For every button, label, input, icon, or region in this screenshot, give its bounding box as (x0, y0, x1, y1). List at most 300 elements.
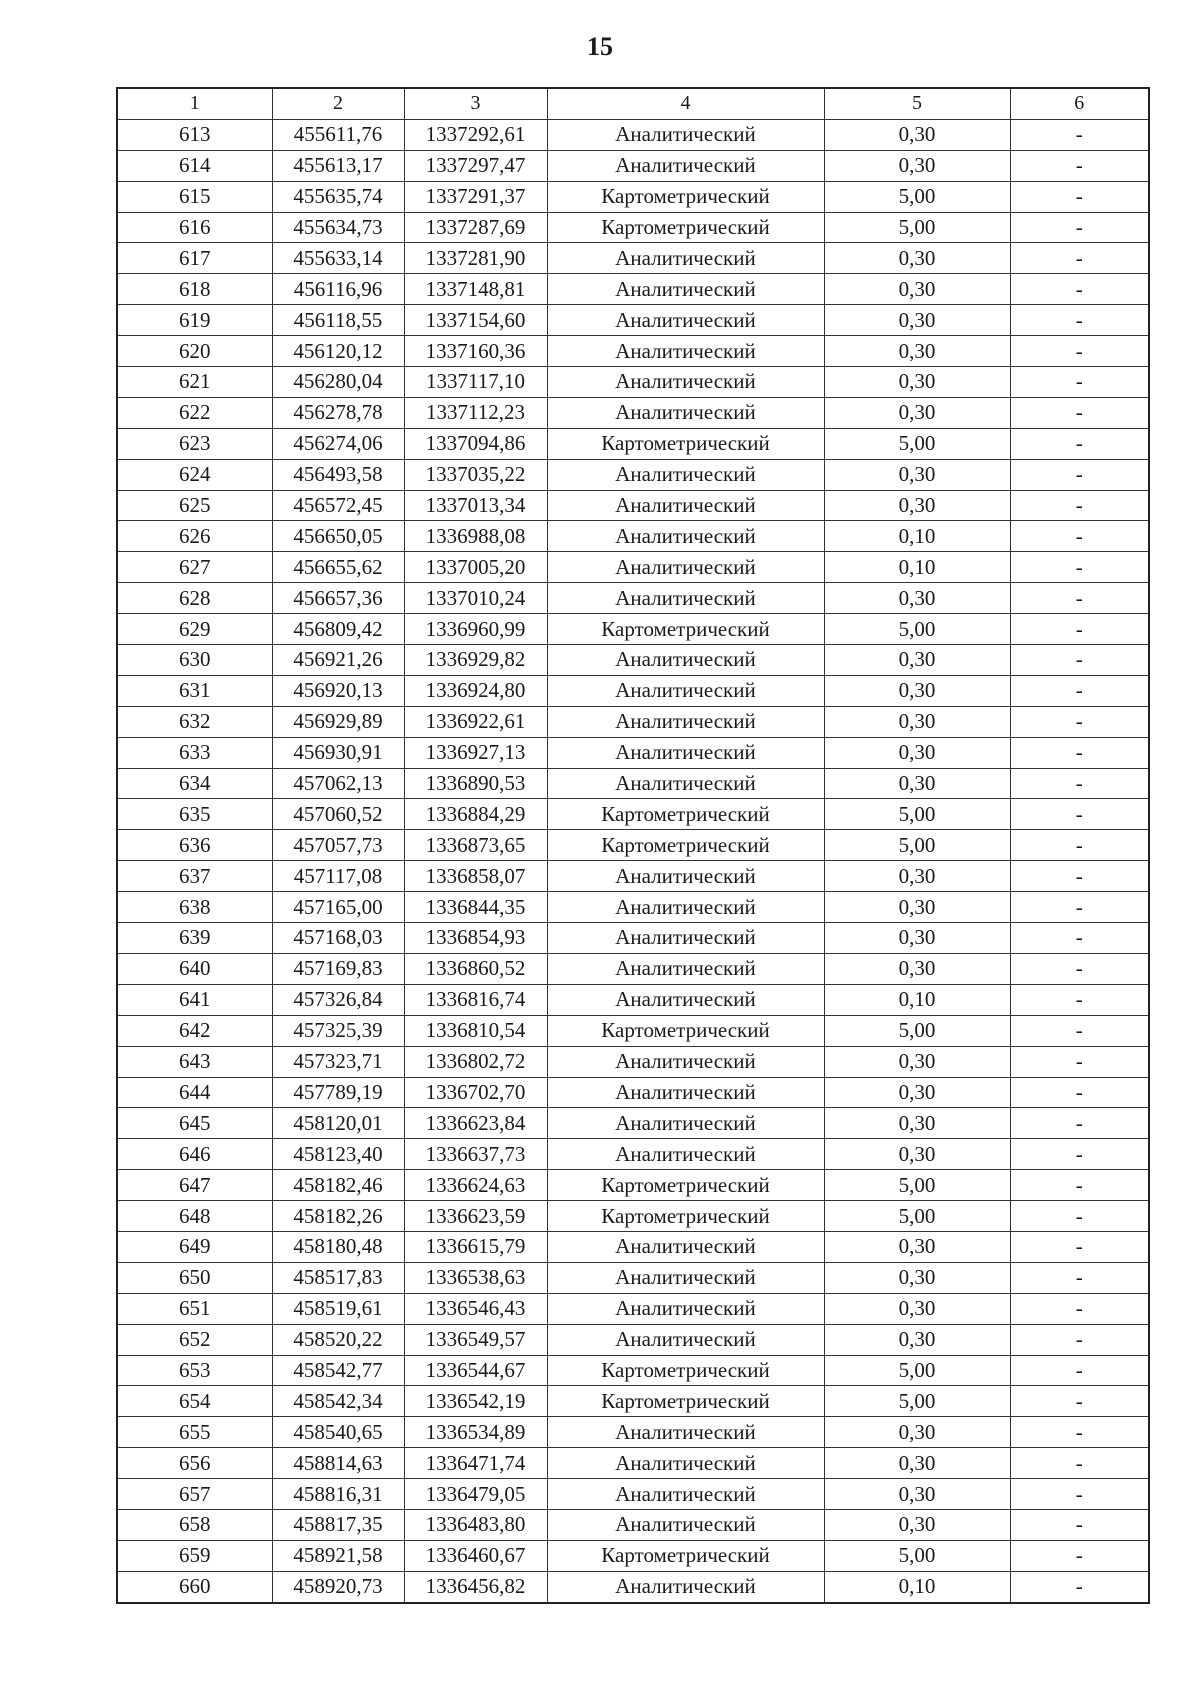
y-coordinate-cell: 1336873,65 (404, 830, 547, 861)
y-coordinate-cell: 1336456,82 (404, 1571, 547, 1602)
method-cell: Картометрический (547, 428, 824, 459)
x-coordinate-cell: 457060,52 (272, 799, 404, 830)
table-row (117, 1386, 1149, 1417)
x-coordinate-cell: 456920,13 (272, 675, 404, 706)
x-coordinate-cell: 458180,48 (272, 1231, 404, 1262)
y-coordinate-cell: 1337005,20 (404, 552, 547, 583)
column-header-1: 1 (117, 88, 272, 119)
method-cell: Аналитический (547, 1108, 824, 1139)
accuracy-cell: 0,30 (824, 1479, 1010, 1510)
y-coordinate-cell: 1336624,63 (404, 1170, 547, 1201)
x-coordinate-cell: 457165,00 (272, 892, 404, 923)
note-cell: - (1010, 1571, 1149, 1602)
table-row (117, 799, 1149, 830)
note-cell: - (1010, 367, 1149, 398)
accuracy-cell: 5,00 (824, 1015, 1010, 1046)
method-cell: Аналитический (547, 861, 824, 892)
x-coordinate-cell: 457057,73 (272, 830, 404, 861)
method-cell: Аналитический (547, 737, 824, 768)
note-cell: - (1010, 459, 1149, 490)
x-coordinate-cell: 457062,13 (272, 768, 404, 799)
point-number-cell: 630 (117, 645, 272, 676)
point-number-cell: 619 (117, 305, 272, 336)
y-coordinate-cell: 1336544,67 (404, 1355, 547, 1386)
table-row (117, 181, 1149, 212)
x-coordinate-cell: 455634,73 (272, 212, 404, 243)
point-number-cell: 627 (117, 552, 272, 583)
note-cell: - (1010, 953, 1149, 984)
method-cell: Аналитический (547, 984, 824, 1015)
method-cell: Аналитический (547, 583, 824, 614)
x-coordinate-cell: 456280,04 (272, 367, 404, 398)
accuracy-cell: 0,30 (824, 1293, 1010, 1324)
note-cell: - (1010, 1077, 1149, 1108)
table-row (117, 1571, 1149, 1602)
note-cell: - (1010, 984, 1149, 1015)
accuracy-cell: 0,30 (824, 397, 1010, 428)
table-row (117, 1417, 1149, 1448)
table-row (117, 1231, 1149, 1262)
accuracy-cell: 0,30 (824, 367, 1010, 398)
method-cell: Аналитический (547, 1262, 824, 1293)
method-cell: Аналитический (547, 119, 824, 150)
x-coordinate-cell: 458120,01 (272, 1108, 404, 1139)
table-row (117, 212, 1149, 243)
point-number-cell: 629 (117, 614, 272, 645)
point-number-cell: 640 (117, 953, 272, 984)
point-number-cell: 625 (117, 490, 272, 521)
point-number-cell: 650 (117, 1262, 272, 1293)
accuracy-cell: 0,30 (824, 305, 1010, 336)
column-header-3: 3 (404, 88, 547, 119)
x-coordinate-cell: 457323,71 (272, 1046, 404, 1077)
method-cell: Картометрический (547, 1170, 824, 1201)
x-coordinate-cell: 458816,31 (272, 1479, 404, 1510)
y-coordinate-cell: 1336924,80 (404, 675, 547, 706)
table-row (117, 336, 1149, 367)
y-coordinate-cell: 1336471,74 (404, 1448, 547, 1479)
point-number-cell: 639 (117, 923, 272, 954)
method-cell: Аналитический (547, 706, 824, 737)
x-coordinate-cell: 456120,12 (272, 336, 404, 367)
x-coordinate-cell: 458182,26 (272, 1201, 404, 1232)
method-cell: Картометрический (547, 614, 824, 645)
table-row (117, 521, 1149, 552)
accuracy-cell: 0,30 (824, 583, 1010, 614)
note-cell: - (1010, 397, 1149, 428)
point-number-cell: 622 (117, 397, 272, 428)
note-cell: - (1010, 706, 1149, 737)
method-cell: Аналитический (547, 1448, 824, 1479)
method-cell: Аналитический (547, 892, 824, 923)
accuracy-cell: 0,30 (824, 1324, 1010, 1355)
page-number: 15 (587, 32, 613, 61)
point-number-cell: 634 (117, 768, 272, 799)
method-cell: Аналитический (547, 305, 824, 336)
note-cell: - (1010, 1386, 1149, 1417)
note-cell: - (1010, 552, 1149, 583)
method-cell: Аналитический (547, 150, 824, 181)
point-number-cell: 636 (117, 830, 272, 861)
x-coordinate-cell: 456809,42 (272, 614, 404, 645)
y-coordinate-cell: 1337281,90 (404, 243, 547, 274)
accuracy-cell: 5,00 (824, 1355, 1010, 1386)
x-coordinate-cell: 455613,17 (272, 150, 404, 181)
accuracy-cell: 0,30 (824, 1231, 1010, 1262)
accuracy-cell: 5,00 (824, 428, 1010, 459)
accuracy-cell: 5,00 (824, 614, 1010, 645)
x-coordinate-cell: 457326,84 (272, 984, 404, 1015)
point-number-cell: 646 (117, 1139, 272, 1170)
y-coordinate-cell: 1336802,72 (404, 1046, 547, 1077)
x-coordinate-cell: 458123,40 (272, 1139, 404, 1170)
accuracy-cell: 0,30 (824, 274, 1010, 305)
method-cell: Картометрический (547, 799, 824, 830)
column-header-5: 5 (824, 88, 1010, 119)
point-number-cell: 623 (117, 428, 272, 459)
x-coordinate-cell: 456278,78 (272, 397, 404, 428)
accuracy-cell: 5,00 (824, 799, 1010, 830)
method-cell: Аналитический (547, 274, 824, 305)
note-cell: - (1010, 799, 1149, 830)
note-cell: - (1010, 1509, 1149, 1540)
coordinates-table (116, 87, 1150, 1604)
note-cell: - (1010, 1293, 1149, 1324)
table-row (117, 861, 1149, 892)
table-row (117, 428, 1149, 459)
note-cell: - (1010, 1015, 1149, 1046)
x-coordinate-cell: 455611,76 (272, 119, 404, 150)
note-cell: - (1010, 675, 1149, 706)
table-row (117, 1324, 1149, 1355)
table-row (117, 953, 1149, 984)
table-row (117, 150, 1149, 181)
accuracy-cell: 5,00 (824, 830, 1010, 861)
table-row (117, 1355, 1149, 1386)
x-coordinate-cell: 456274,06 (272, 428, 404, 459)
accuracy-cell: 0,30 (824, 737, 1010, 768)
accuracy-cell: 5,00 (824, 1540, 1010, 1571)
x-coordinate-cell: 457169,83 (272, 953, 404, 984)
accuracy-cell: 0,30 (824, 923, 1010, 954)
accuracy-cell: 0,30 (824, 1448, 1010, 1479)
column-header-4: 4 (547, 88, 824, 119)
method-cell: Аналитический (547, 490, 824, 521)
x-coordinate-cell: 458542,34 (272, 1386, 404, 1417)
method-cell: Аналитический (547, 1324, 824, 1355)
point-number-cell: 637 (117, 861, 272, 892)
y-coordinate-cell: 1336479,05 (404, 1479, 547, 1510)
y-coordinate-cell: 1336884,29 (404, 799, 547, 830)
x-coordinate-cell: 456657,36 (272, 583, 404, 614)
point-number-cell: 613 (117, 119, 272, 150)
table-row (117, 1540, 1149, 1571)
point-number-cell: 651 (117, 1293, 272, 1324)
method-cell: Аналитический (547, 1509, 824, 1540)
x-coordinate-cell: 458920,73 (272, 1571, 404, 1602)
accuracy-cell: 0,30 (824, 675, 1010, 706)
y-coordinate-cell: 1336858,07 (404, 861, 547, 892)
method-cell: Аналитический (547, 953, 824, 984)
accuracy-cell: 5,00 (824, 1386, 1010, 1417)
x-coordinate-cell: 455635,74 (272, 181, 404, 212)
point-number-cell: 649 (117, 1231, 272, 1262)
accuracy-cell: 0,10 (824, 1571, 1010, 1602)
point-number-cell: 645 (117, 1108, 272, 1139)
table-row (117, 1046, 1149, 1077)
method-cell: Аналитический (547, 1293, 824, 1324)
y-coordinate-cell: 1337094,86 (404, 428, 547, 459)
x-coordinate-cell: 458517,83 (272, 1262, 404, 1293)
accuracy-cell: 0,30 (824, 336, 1010, 367)
table-row (117, 614, 1149, 645)
accuracy-cell: 0,10 (824, 521, 1010, 552)
x-coordinate-cell: 458542,77 (272, 1355, 404, 1386)
x-coordinate-cell: 457789,19 (272, 1077, 404, 1108)
point-number-cell: 614 (117, 150, 272, 181)
note-cell: - (1010, 305, 1149, 336)
point-number-cell: 615 (117, 181, 272, 212)
note-cell: - (1010, 923, 1149, 954)
method-cell: Картометрический (547, 830, 824, 861)
note-cell: - (1010, 737, 1149, 768)
table-row (117, 1479, 1149, 1510)
accuracy-cell: 0,10 (824, 552, 1010, 583)
point-number-cell: 631 (117, 675, 272, 706)
method-cell: Аналитический (547, 768, 824, 799)
method-cell: Аналитический (547, 1231, 824, 1262)
accuracy-cell: 0,30 (824, 1509, 1010, 1540)
table-row (117, 706, 1149, 737)
table-row (117, 552, 1149, 583)
accuracy-cell: 0,30 (824, 243, 1010, 274)
y-coordinate-cell: 1337154,60 (404, 305, 547, 336)
table-row (117, 1108, 1149, 1139)
note-cell: - (1010, 521, 1149, 552)
note-cell: - (1010, 614, 1149, 645)
x-coordinate-cell: 458182,46 (272, 1170, 404, 1201)
note-cell: - (1010, 1201, 1149, 1232)
method-cell: Картометрический (547, 181, 824, 212)
x-coordinate-cell: 456118,55 (272, 305, 404, 336)
table-row (117, 923, 1149, 954)
point-number-cell: 642 (117, 1015, 272, 1046)
y-coordinate-cell: 1336460,67 (404, 1540, 547, 1571)
note-cell: - (1010, 1170, 1149, 1201)
table-row (117, 305, 1149, 336)
point-number-cell: 621 (117, 367, 272, 398)
y-coordinate-cell: 1337291,37 (404, 181, 547, 212)
accuracy-cell: 0,30 (824, 1077, 1010, 1108)
point-number-cell: 648 (117, 1201, 272, 1232)
x-coordinate-cell: 457325,39 (272, 1015, 404, 1046)
accuracy-cell: 0,10 (824, 984, 1010, 1015)
table-row (117, 583, 1149, 614)
y-coordinate-cell: 1336623,59 (404, 1201, 547, 1232)
column-header-2: 2 (272, 88, 404, 119)
method-cell: Аналитический (547, 1479, 824, 1510)
x-coordinate-cell: 458520,22 (272, 1324, 404, 1355)
note-cell: - (1010, 181, 1149, 212)
y-coordinate-cell: 1337112,23 (404, 397, 547, 428)
y-coordinate-cell: 1336538,63 (404, 1262, 547, 1293)
x-coordinate-cell: 456655,62 (272, 552, 404, 583)
y-coordinate-cell: 1336534,89 (404, 1417, 547, 1448)
x-coordinate-cell: 455633,14 (272, 243, 404, 274)
table-row (117, 737, 1149, 768)
x-coordinate-cell: 457117,08 (272, 861, 404, 892)
x-coordinate-cell: 457168,03 (272, 923, 404, 954)
table-row (117, 768, 1149, 799)
y-coordinate-cell: 1336816,74 (404, 984, 547, 1015)
note-cell: - (1010, 336, 1149, 367)
accuracy-cell: 0,30 (824, 150, 1010, 181)
accuracy-cell: 0,30 (824, 1139, 1010, 1170)
method-cell: Аналитический (547, 675, 824, 706)
point-number-cell: 655 (117, 1417, 272, 1448)
method-cell: Аналитический (547, 397, 824, 428)
point-number-cell: 657 (117, 1479, 272, 1510)
point-number-cell: 654 (117, 1386, 272, 1417)
table-row (117, 1201, 1149, 1232)
y-coordinate-cell: 1336854,93 (404, 923, 547, 954)
point-number-cell: 626 (117, 521, 272, 552)
method-cell: Аналитический (547, 645, 824, 676)
table-row (117, 1139, 1149, 1170)
accuracy-cell: 0,30 (824, 1108, 1010, 1139)
method-cell: Картометрический (547, 1015, 824, 1046)
y-coordinate-cell: 1336844,35 (404, 892, 547, 923)
table-header-row (117, 88, 1149, 119)
accuracy-cell: 5,00 (824, 1170, 1010, 1201)
note-cell: - (1010, 1231, 1149, 1262)
note-cell: - (1010, 768, 1149, 799)
accuracy-cell: 0,30 (824, 645, 1010, 676)
y-coordinate-cell: 1337292,61 (404, 119, 547, 150)
y-coordinate-cell: 1336927,13 (404, 737, 547, 768)
point-number-cell: 624 (117, 459, 272, 490)
point-number-cell: 660 (117, 1571, 272, 1602)
point-number-cell: 653 (117, 1355, 272, 1386)
x-coordinate-cell: 456493,58 (272, 459, 404, 490)
table-row (117, 119, 1149, 150)
method-cell: Аналитический (547, 459, 824, 490)
note-cell: - (1010, 428, 1149, 459)
point-number-cell: 617 (117, 243, 272, 274)
point-number-cell: 635 (117, 799, 272, 830)
method-cell: Картометрический (547, 1540, 824, 1571)
point-number-cell: 632 (117, 706, 272, 737)
y-coordinate-cell: 1336546,43 (404, 1293, 547, 1324)
table-row (117, 1170, 1149, 1201)
accuracy-cell: 0,30 (824, 768, 1010, 799)
accuracy-cell: 0,30 (824, 459, 1010, 490)
note-cell: - (1010, 150, 1149, 181)
accuracy-cell: 0,30 (824, 490, 1010, 521)
table-row (117, 1015, 1149, 1046)
point-number-cell: 644 (117, 1077, 272, 1108)
y-coordinate-cell: 1336542,19 (404, 1386, 547, 1417)
x-coordinate-cell: 458540,65 (272, 1417, 404, 1448)
method-cell: Картометрический (547, 1386, 824, 1417)
x-coordinate-cell: 458814,63 (272, 1448, 404, 1479)
method-cell: Картометрический (547, 212, 824, 243)
point-number-cell: 656 (117, 1448, 272, 1479)
accuracy-cell: 0,30 (824, 1417, 1010, 1448)
method-cell: Аналитический (547, 521, 824, 552)
method-cell: Аналитический (547, 336, 824, 367)
table-row (117, 397, 1149, 428)
x-coordinate-cell: 456116,96 (272, 274, 404, 305)
method-cell: Аналитический (547, 243, 824, 274)
method-cell: Аналитический (547, 1571, 824, 1602)
accuracy-cell: 0,30 (824, 1262, 1010, 1293)
accuracy-cell: 0,30 (824, 706, 1010, 737)
y-coordinate-cell: 1336623,84 (404, 1108, 547, 1139)
method-cell: Аналитический (547, 1077, 824, 1108)
table-row (117, 892, 1149, 923)
point-number-cell: 628 (117, 583, 272, 614)
y-coordinate-cell: 1336549,57 (404, 1324, 547, 1355)
x-coordinate-cell: 458519,61 (272, 1293, 404, 1324)
method-cell: Аналитический (547, 367, 824, 398)
x-coordinate-cell: 458921,58 (272, 1540, 404, 1571)
table-row (117, 1077, 1149, 1108)
y-coordinate-cell: 1336637,73 (404, 1139, 547, 1170)
y-coordinate-cell: 1336702,70 (404, 1077, 547, 1108)
note-cell: - (1010, 1262, 1149, 1293)
accuracy-cell: 0,30 (824, 861, 1010, 892)
table-row (117, 459, 1149, 490)
note-cell: - (1010, 1139, 1149, 1170)
table-row (117, 1509, 1149, 1540)
point-number-cell: 620 (117, 336, 272, 367)
y-coordinate-cell: 1336860,52 (404, 953, 547, 984)
note-cell: - (1010, 830, 1149, 861)
accuracy-cell: 5,00 (824, 212, 1010, 243)
table-row (117, 1448, 1149, 1479)
note-cell: - (1010, 1324, 1149, 1355)
note-cell: - (1010, 1479, 1149, 1510)
point-number-cell: 633 (117, 737, 272, 768)
point-number-cell: 616 (117, 212, 272, 243)
method-cell: Аналитический (547, 923, 824, 954)
note-cell: - (1010, 243, 1149, 274)
note-cell: - (1010, 583, 1149, 614)
y-coordinate-cell: 1336615,79 (404, 1231, 547, 1262)
y-coordinate-cell: 1336988,08 (404, 521, 547, 552)
accuracy-cell: 0,30 (824, 1046, 1010, 1077)
y-coordinate-cell: 1337148,81 (404, 274, 547, 305)
y-coordinate-cell: 1336960,99 (404, 614, 547, 645)
note-cell: - (1010, 119, 1149, 150)
point-number-cell: 643 (117, 1046, 272, 1077)
table-row (117, 984, 1149, 1015)
table-row (117, 243, 1149, 274)
y-coordinate-cell: 1337013,34 (404, 490, 547, 521)
table-row (117, 830, 1149, 861)
method-cell: Аналитический (547, 1046, 824, 1077)
method-cell: Аналитический (547, 1139, 824, 1170)
note-cell: - (1010, 1417, 1149, 1448)
y-coordinate-cell: 1337297,47 (404, 150, 547, 181)
table-row (117, 1293, 1149, 1324)
y-coordinate-cell: 1337160,36 (404, 336, 547, 367)
point-number-cell: 658 (117, 1509, 272, 1540)
note-cell: - (1010, 1355, 1149, 1386)
note-cell: - (1010, 274, 1149, 305)
x-coordinate-cell: 456930,91 (272, 737, 404, 768)
